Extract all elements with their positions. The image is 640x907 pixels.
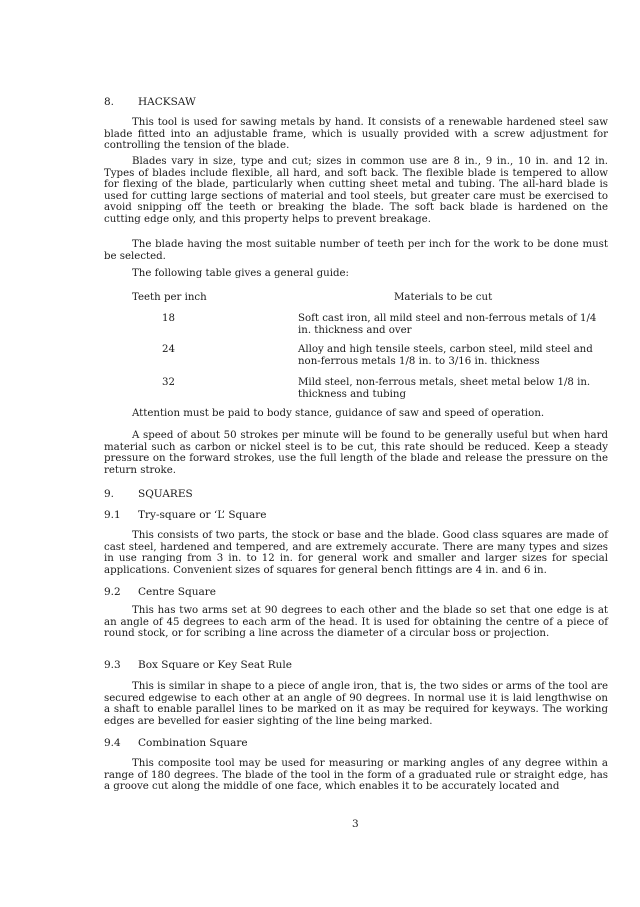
subsection-9-3-heading: 9.3 Box Square or Key Seat Rule (104, 659, 292, 671)
paragraph: This has two arms set at 90 degrees to each other and the blade so set that one edge is at an angle of 45 degrees to each arm of the head. It is used for obtaining the centre of a piece of round stock, or for scribing a line across the diameter of a circular boss or projection. (104, 605, 608, 640)
subsection-9-2-heading: 9.2 Centre Square (104, 586, 216, 598)
table-intro: The following table gives a general guide: (132, 268, 349, 279)
document-page: 8. HACKSAW This tool is used for sawing metals by hand. It consists of a renewable hardened steel saw blade fitted into an adjustable frame, which is usually provided with a screw adjustment for controlling the tension of the blade. Blades vary in size, type and cut; sizes in common use are 8 in., 9 in., 10 in. and 12 in. Types of blades include flexible, all hard, and soft back. The flexible blade is tempered to allow for flexing of the blade, particularly when cutting sheet metal and tubing. The all-hard blade is used for cutting large sections of material and tool steels, but greater care must be exercised to avoid snipping off the teeth or breaking the blade. The soft back blade is hardened on the cutting edge only, and this property helps to prevent breakage. The blade having the most suitable number of teeth per inch for the work to be done must be selected. The following table gives a general guide: Teeth per inch Materials to be cut 18 Soft cast iron, all mild steel and non-ferrous metals of 1/4 in. thickness and over 24 Alloy and high tensile steels, carbon steel, mild steel and non-ferrous metals 1/8 in. to 3/16 in. thickness 32 Mild steel, non-ferrous metals, sheet metal below 1/8 in. thickness and tubing Attention must be paid to body stance, guidance of saw and speed of operation. A speed of about 50 strokes per minute will be found to be generally useful but when hard material such as carbon or nickel steel is to be cut, this rate should be reduced. Keep a steady pressure on the forward strokes, use the full length of the blade and release the pressure on the return stroke. 9. SQUARES 9.1 Try-square or ‘L’ Square This consists of two parts, the stock or base and the blade. Good class squares are made of cast steel, hardened and tempered, and are extremely accurate. There are many types and sizes in use ranging from 3 in. to 12 in. for general work and smaller and larger sizes for special applications. Convenient sizes of squares for general bench fittings are 4 in. and 6 in. 9.2 Centre Square This has two arms set at 90 degrees to each other and the blade so set that one edge is at an angle of 45 degrees to each arm of the head. It is used for obtaining the centre of a piece of round stock, or for scribing a line across the diameter of a circular boss or projection. 9.3 Box Square or Key Seat Rule This is similar in shape to a piece of angle iron, that is, the two sides or arms of the tool are secured edgewise to each other at an angle of 90 degrees. In normal use it is laid lengthwise on a shaft to enable parallel lines to be marked on it as may be required for keyways. The working edges are bevelled for easier sighting of the line being marked. 9.4 Combination Square This composite tool may be used for measuring or marking angles of any degree within a range of 180 degrees. The blade of the tool in the form of a graduated rule or straight edge, has a groove cut along the middle of one face, which enables it to be accurately located and 3 (104, 96, 608, 830)
section-9-heading (104, 488, 193, 500)
paragraph: This tool is used for sawing metals by hand. It consists of a renewable hardened steel saw blade fitted into an adjustable frame, which is usually provided with a screw adjustment for controlling the tension of the blade. (104, 117, 608, 152)
paragraph: This composite tool may be used for measuring or marking angles of any degree within a range of 180 degrees. The blade of the tool in the form of a graduated rule or straight edge, has a groove cut along the middle of one face, which enables it to be accurately located and (104, 758, 608, 793)
section-title: SQUARES (138, 488, 193, 500)
subsection-9-1-heading: 9.1 Try-square or ‘L’ Square (104, 509, 267, 521)
paragraph: Attention must be paid to body stance, guidance of saw and speed of operation. (132, 408, 545, 419)
subsection-9-4-heading: 9.4 Combination Square (104, 737, 248, 749)
table-header-materials: Materials to be cut (394, 292, 493, 303)
section-number: 9. (104, 488, 115, 500)
section-number: 8. (104, 96, 115, 108)
paragraph: This consists of two parts, the stock or base and the blade. Good class squares are made of cast steel, hardened and tempered, and are extremely accurate. There are many types and sizes in use ranging from 3 in. to 12 in. for general work and smaller and larger sizes for special applications. Convenient sizes of squares for general bench fittings are 4 in. and 6 in. (104, 530, 608, 576)
paragraph: A speed of about 50 strokes per minute will be found to be generally useful but when hard material such as carbon or nickel steel is to be cut, this rate should be reduced. Keep a steady pressure on the forward strokes, use the full length of the blade and release the pressure on the return stroke. (104, 430, 608, 476)
paragraph: This is similar in shape to a piece of angle iron, that is, the two sides or arms of the tool are secured edgewise to each other at an angle of 90 degrees. In normal use it is laid lengthwise on a shaft to enable parallel lines to be marked on it as may be required for keyways. The working edges are bevelled for easier sighting of the line being marked. (104, 681, 608, 727)
paragraph: The blade having the most suitable number of teeth per inch for the work to be done must be selected. (104, 239, 608, 262)
section-title: HACKSAW (138, 96, 196, 108)
page-number: 3 (352, 818, 359, 830)
paragraph: Blades vary in size, type and cut; sizes in common use are 8 in., 9 in., 10 in. and 12 in. Types of blades include flexible, all hard, and soft back. The flexible blade is tempered to allow for flexing of the blade, particularly when cutting sheet metal and tubing. The all-hard blade is used for cutting large sections of material and tool steels, but greater care must be exercised to avoid snipping off the teeth or breaking the blade. The soft back blade is hardened on the cutting edge only, and this property helps to prevent breakage. (104, 156, 608, 225)
table-header-teeth: Teeth per inch (132, 292, 207, 303)
section-8-heading (104, 96, 196, 108)
